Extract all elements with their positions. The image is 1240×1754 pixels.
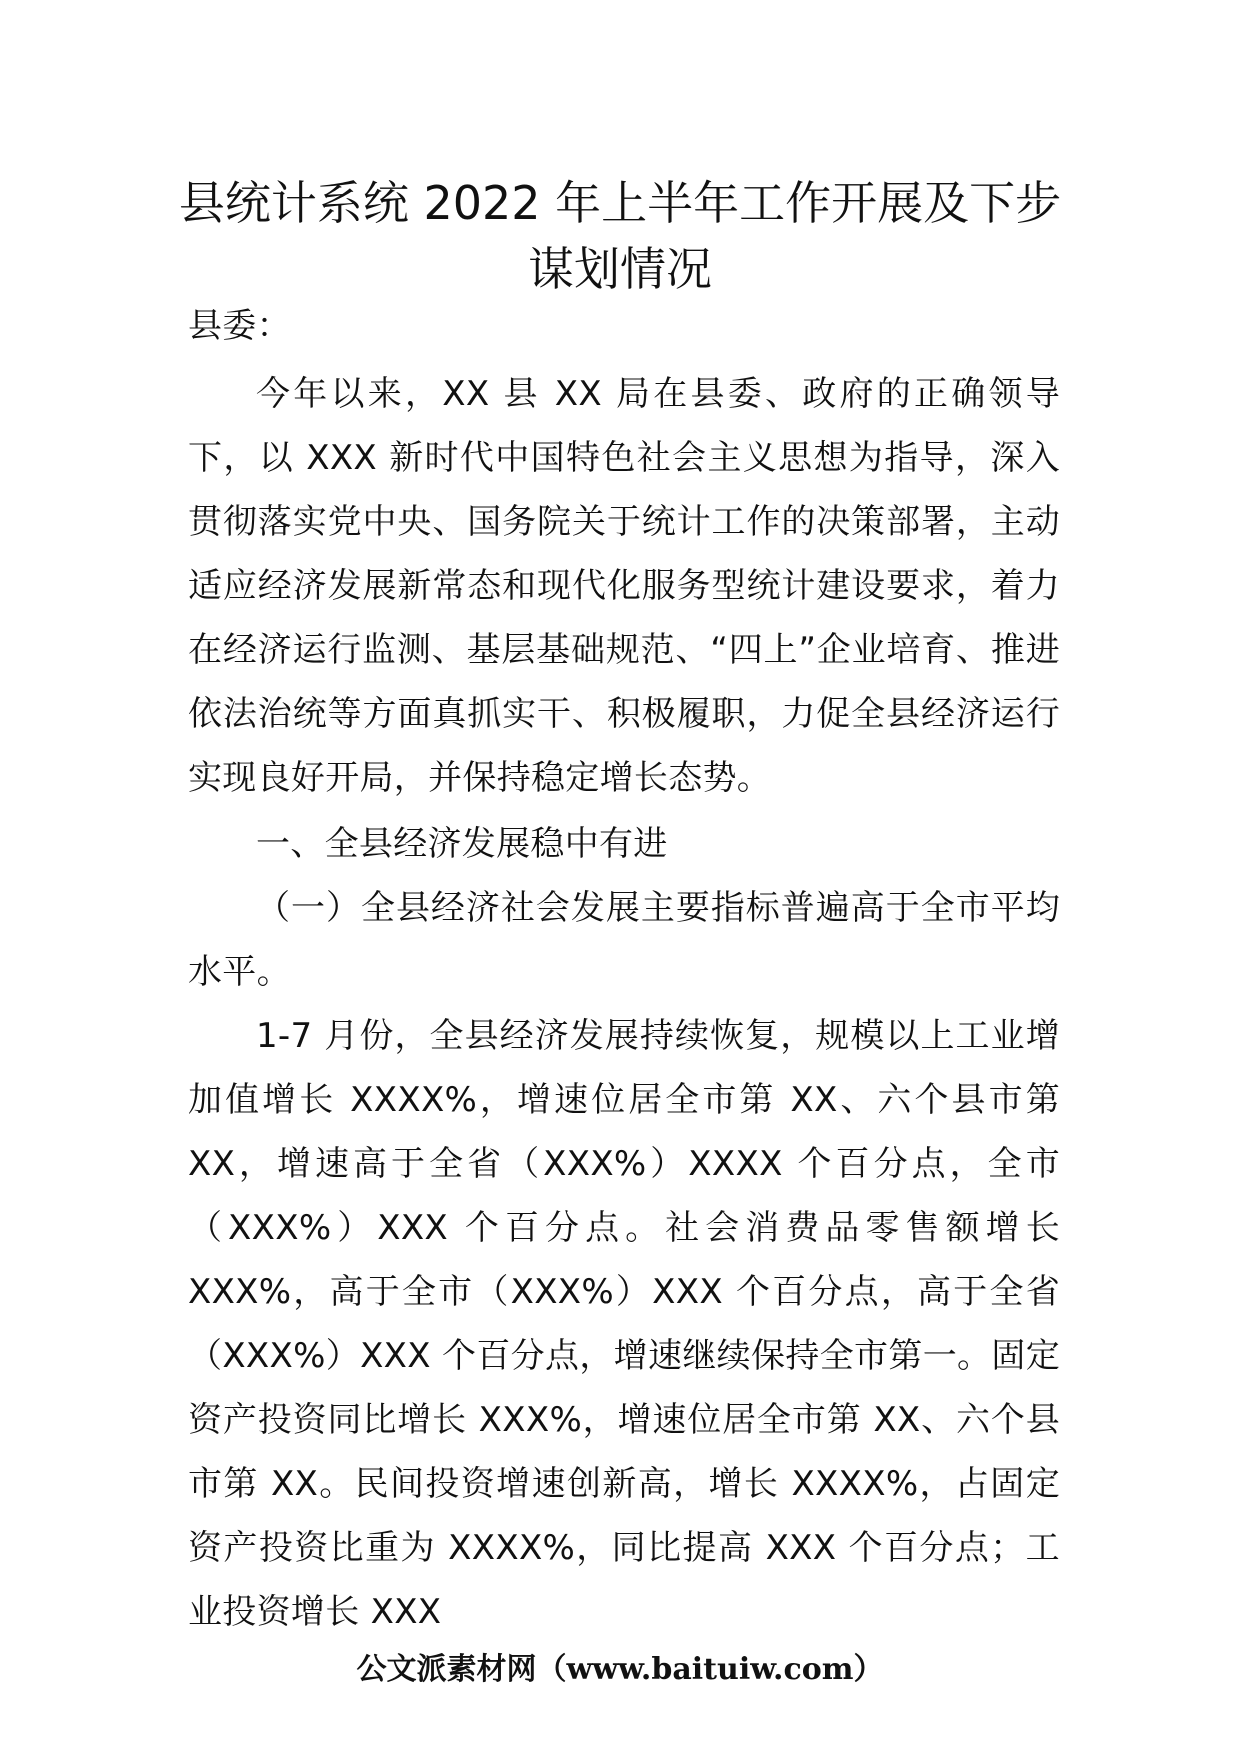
subsection-heading-1: （一）全县经济社会发展主要指标普遍高于全市平均水平。: [188, 888, 1060, 992]
document-title-line1: 县统计系统 2022 年上半年工作开展及下步: [178, 176, 1062, 230]
document-title-line2: 谋划情况: [528, 242, 712, 296]
economic-indicators-paragraph: 1-7 月份，全县经济发展持续恢复，规模以上工业增加值增长 XXXX%，增速位居全市第 XX、六个县市第 XX，增速高于全省（XXX%）XXXX 个百分点，全市（XXX%）XXX 个百分点。社会消费品零售额增长 XXX%，高于全市（XXX%）XXX 个百分点，高于全省（XXX%）XXX 个百分点，增速继续保持全市第一。固定资产投资同比增长 XXX%，增速位居全市第 XX、六个县市第 XX。民间投资增速创新高，增长 XXXX%，占固定资产投资比重为 XXXX%，同比提高 XXX 个百分点；工业投资增长 XXX: [188, 1016, 1060, 1632]
salutation: 县委：: [188, 306, 291, 346]
intro-paragraph: 今年以来，XX 县 XX 局在县委、政府的正确领导下，以 XXX 新时代中国特色社会主义思想为指导，深入贯彻落实党中央、国务院关于统计工作的决策部署，主动适应经济发展新常态和现代化服务型统计建设要求，着力在经济运行监测、基层基础规范、“四上”企业培育、推进依法治统等方面真抓实干、积极履职，力促全县经济运行实现良好开局，并保持稳定增长态势。: [188, 374, 1060, 798]
section-heading-1: 一、全县经济发展稳中有进: [256, 824, 668, 864]
footer-source: 公文派素材网（www.baituiw.com）: [356, 1652, 884, 1687]
